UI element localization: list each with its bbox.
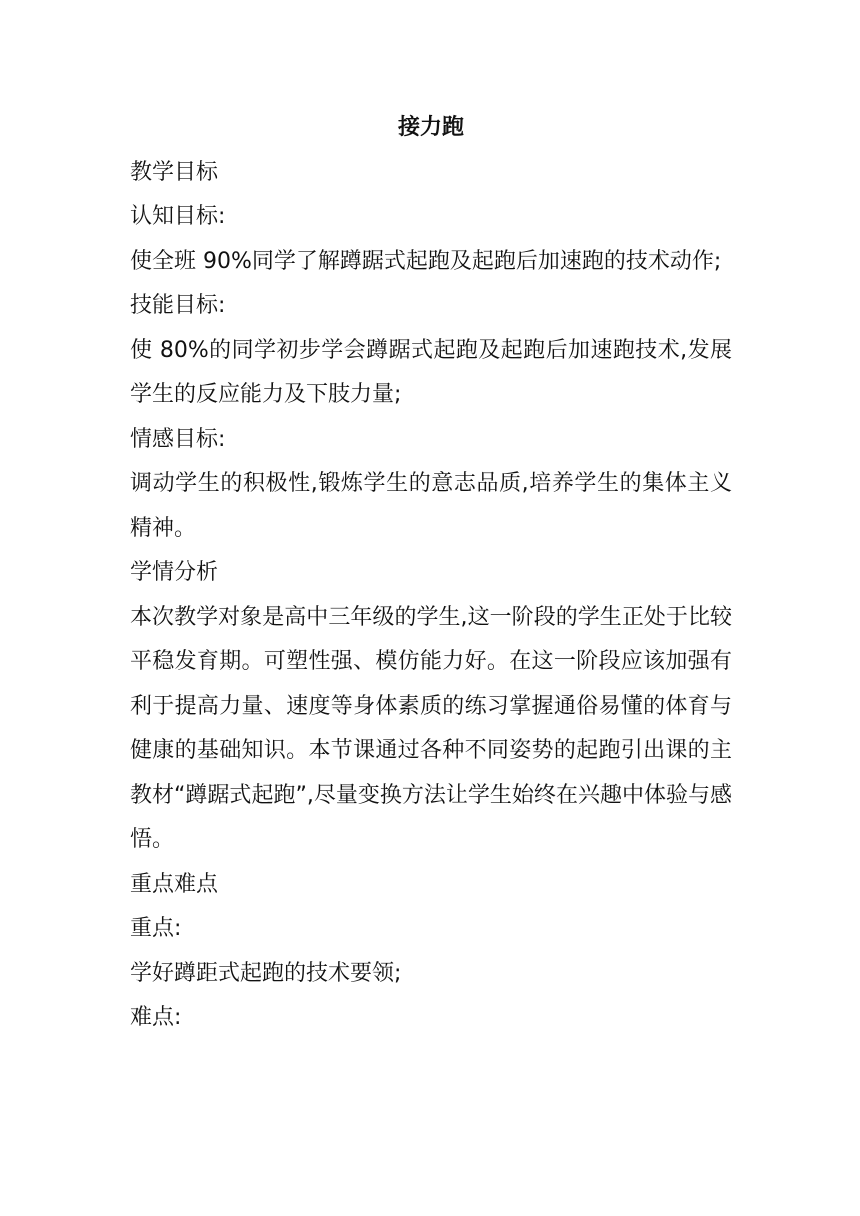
heading-teaching-goals: 教学目标 bbox=[130, 159, 219, 185]
subheading-cognitive-goals: 认知目标: bbox=[130, 204, 226, 229]
document-title: 接力跑 bbox=[397, 115, 464, 140]
paragraph-emotional-goals: 调动学生的积极性,锻炼学生的意志品质,培养学生的集体主义精神。 bbox=[130, 471, 732, 541]
paragraph-skill-goals: 使 80%的同学初步学会蹲踞式起跑及起跑后加速跑技术,发展学生的反应能力及下肢力量; bbox=[130, 337, 732, 407]
paragraph-cognitive-goals: 使全班 90%同学了解蹲踞式起跑及起跑后加速跑的技术动作; bbox=[130, 248, 722, 274]
subheading-skill-goals: 技能目标: bbox=[130, 293, 226, 318]
heading-key-difficult-points: 重点难点 bbox=[130, 871, 219, 897]
subheading-difficult-points: 难点: bbox=[130, 1005, 182, 1030]
subheading-key-points: 重点: bbox=[130, 916, 182, 941]
heading-student-analysis: 学情分析 bbox=[130, 560, 219, 585]
paragraph-key-points: 学好蹲距式起跑的技术要领; bbox=[130, 960, 402, 986]
subheading-emotional-goals: 情感目标: bbox=[130, 426, 226, 452]
document-body bbox=[130, 106, 732, 1041]
paragraph-student-analysis: 本次教学对象是高中三年级的学生,这一阶段的学生正处于比较平稳发育期。可塑性强、模仿能力好。在这一阶段应该加强有利于提高力量、速度等身体素质的练习掌握通俗易懂的体育与健康的基础知识。本节课通过各种不同姿势的起跑引出课的主教材“蹲踞式起跑”,尽量变换方法让学生始终在兴趣中体验与感悟。 bbox=[130, 604, 732, 852]
